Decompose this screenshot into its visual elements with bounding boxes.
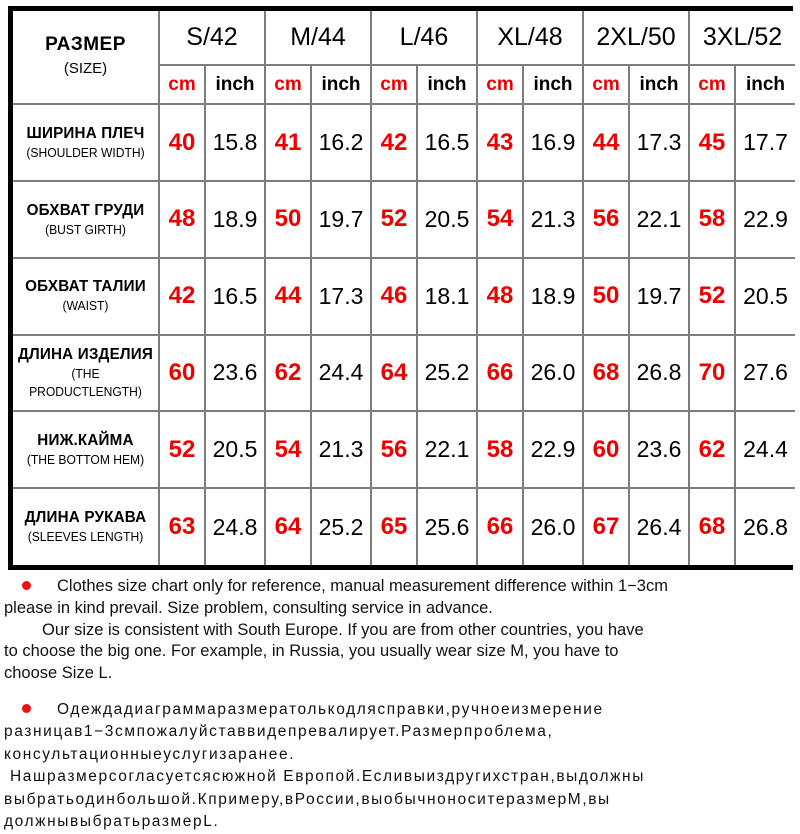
cell-inch: 23.6 — [629, 411, 689, 488]
row-label-ru: ШИРИНА ПЛЕЧ — [26, 124, 145, 142]
note-en-line-3 — [4, 620, 792, 642]
unit-header-inch-2xl: inch — [629, 65, 689, 104]
note-ru-line-5: выбратьодинбольшой.Кпримеру,вРоссии,выобычноноситеразмерМ,вы — [4, 790, 611, 808]
unit-header-inch-l: inch — [417, 65, 477, 104]
cell-inch: 25.2 — [311, 488, 371, 565]
row-label-ru: ДЛИНА ИЗДЕЛИЯ — [17, 346, 153, 364]
note-en-line-1 — [4, 576, 792, 598]
cell-cm: 42 — [371, 104, 417, 181]
cell-cm: 42 — [159, 258, 205, 335]
cell-inch: 17.3 — [629, 104, 689, 181]
cell-inch: 26.8 — [629, 335, 689, 412]
note-ru-line-4 — [4, 766, 792, 788]
cell-cm: 56 — [371, 411, 417, 488]
cell-inch: 20.5 — [735, 258, 795, 335]
cell-inch: 17.7 — [735, 104, 795, 181]
size-header-2xl: 2XL/50 — [583, 11, 689, 65]
cell-inch: 25.2 — [417, 335, 477, 412]
size-header-m: M/44 — [265, 11, 371, 65]
note-ru-line-6: должнывыбратьразмерL. — [4, 813, 220, 831]
cell-cm: 46 — [371, 258, 417, 335]
cell-cm: 70 — [689, 335, 735, 412]
unit-header-inch-s: inch — [205, 65, 265, 104]
corner-label-en: (SIZE) — [63, 59, 108, 77]
table-row — [13, 411, 795, 488]
cell-inch: 16.5 — [417, 104, 477, 181]
cell-cm: 64 — [265, 488, 311, 565]
cell-cm: 56 — [583, 181, 629, 258]
cell-cm: 66 — [477, 335, 523, 412]
note-ru-line-1-text: Одеждадиаграммаразмератолькодлясправки,ручноеизмерение — [57, 700, 604, 718]
table-row — [13, 104, 795, 181]
cell-cm: 52 — [159, 411, 205, 488]
cell-cm: 58 — [477, 411, 523, 488]
cell-cm: 48 — [477, 258, 523, 335]
row-label-ru: ОБХВАТ ГРУДИ — [26, 201, 145, 219]
cell-cm: 68 — [689, 488, 735, 565]
row-label-shoulder-width — [13, 104, 159, 181]
row-label-bottom-hem — [13, 411, 159, 488]
cell-inch: 22.9 — [735, 181, 795, 258]
cell-cm: 60 — [159, 335, 205, 412]
note-ru-line-4-text: Нашразмерсогласуетсясюжной Европой.Есливыиздругихстран,выдолжны — [10, 768, 645, 786]
cell-cm: 44 — [583, 104, 629, 181]
corner-label-ru: РАЗМЕР — [45, 34, 126, 56]
cell-cm: 52 — [689, 258, 735, 335]
cell-inch: 18.1 — [417, 258, 477, 335]
cell-cm: 62 — [689, 411, 735, 488]
cell-inch: 18.9 — [205, 181, 265, 258]
table-row — [13, 335, 795, 412]
cell-cm: 44 — [265, 258, 311, 335]
cell-inch: 26.8 — [735, 488, 795, 565]
row-label-product-length — [13, 335, 159, 412]
unit-header-cm-s: cm — [159, 65, 205, 104]
cell-cm: 65 — [371, 488, 417, 565]
row-label-en: (SHOULDER WIDTH) — [26, 144, 145, 160]
row-label-waist — [13, 258, 159, 335]
cell-inch: 27.6 — [735, 335, 795, 412]
table-row — [13, 181, 795, 258]
row-label-en: (THE PRODUCTLENGTH) — [29, 366, 142, 399]
table-header-sizes — [13, 11, 795, 65]
cell-cm: 60 — [583, 411, 629, 488]
unit-header-cm-2xl: cm — [583, 65, 629, 104]
note-english-text — [0, 576, 800, 685]
bullet-icon — [22, 581, 31, 590]
cell-inch: 24.4 — [735, 411, 795, 488]
note-en-line-2: please in kind prevail. Size problem, consulting service in advance. — [4, 598, 493, 617]
bullet-icon — [22, 704, 31, 713]
unit-header-cm-l: cm — [371, 65, 417, 104]
cell-cm: 54 — [477, 181, 523, 258]
cell-inch: 20.5 — [205, 411, 265, 488]
cell-cm: 40 — [159, 104, 205, 181]
cell-cm: 54 — [265, 411, 311, 488]
row-label-en: (WAIST) — [62, 298, 109, 314]
unit-header-cm-m: cm — [265, 65, 311, 104]
cell-inch: 26.4 — [629, 488, 689, 565]
cell-inch: 19.7 — [311, 181, 371, 258]
size-chart-table-container — [8, 6, 793, 570]
cell-inch: 25.6 — [417, 488, 477, 565]
row-label-ru: НИЖ.КАЙМА — [37, 431, 134, 449]
cell-inch: 22.1 — [629, 181, 689, 258]
cell-cm: 62 — [265, 335, 311, 412]
cell-inch: 21.3 — [523, 181, 583, 258]
cell-cm: 41 — [265, 104, 311, 181]
note-block-russian — [0, 699, 800, 834]
cell-inch: 15.8 — [205, 104, 265, 181]
unit-header-inch-m: inch — [311, 65, 371, 104]
unit-header-inch-xl: inch — [523, 65, 583, 104]
cell-cm: 50 — [583, 258, 629, 335]
row-label-sleeves-length — [13, 488, 159, 565]
note-block-english — [0, 576, 800, 685]
cell-cm: 45 — [689, 104, 735, 181]
cell-inch: 16.9 — [523, 104, 583, 181]
note-en-line-4: to choose the big one. For example, in Russia, you usually wear size M, you have to — [4, 642, 619, 661]
cell-inch: 20.5 — [417, 181, 477, 258]
unit-header-inch-3xl: inch — [735, 65, 795, 104]
cell-cm: 68 — [583, 335, 629, 412]
unit-header-cm-3xl: cm — [689, 65, 735, 104]
row-label-ru: ОБХВАТ ТАЛИИ — [25, 278, 146, 296]
cell-inch: 24.4 — [311, 335, 371, 412]
size-header-3xl: 3XL/52 — [689, 11, 795, 65]
row-label-en: (THE BOTTOM HEM) — [26, 451, 145, 467]
size-header-xl: XL/48 — [477, 11, 583, 65]
cell-inch: 17.3 — [311, 258, 371, 335]
note-en-line-5: choose Size L. — [4, 664, 113, 683]
cell-cm: 52 — [371, 181, 417, 258]
cell-inch: 16.5 — [205, 258, 265, 335]
row-label-bust-girth — [13, 181, 159, 258]
row-label-ru: ДЛИНА РУКАВА — [24, 509, 147, 527]
cell-cm: 48 — [159, 181, 205, 258]
cell-inch: 21.3 — [311, 411, 371, 488]
cell-inch: 22.9 — [523, 411, 583, 488]
cell-cm: 58 — [689, 181, 735, 258]
cell-inch: 18.9 — [523, 258, 583, 335]
note-en-line-3-text: Our size is consistent with South Europe. If you are from other countries, you have — [42, 620, 644, 639]
size-header-l: L/46 — [371, 11, 477, 65]
cell-inch: 24.8 — [205, 488, 265, 565]
note-ru-line-1 — [4, 699, 792, 721]
table-row — [13, 258, 795, 335]
note-russian-text — [0, 699, 800, 834]
size-header-s: S/42 — [159, 11, 265, 65]
cell-cm: 50 — [265, 181, 311, 258]
unit-header-cm-xl: cm — [477, 65, 523, 104]
row-label-en: (BUST GIRTH) — [45, 221, 126, 237]
cell-cm: 43 — [477, 104, 523, 181]
cell-cm: 63 — [159, 488, 205, 565]
cell-cm: 66 — [477, 488, 523, 565]
row-label-en: (SLEEVES LENGTH) — [27, 529, 144, 545]
note-en-line-1-text: Clothes size chart only for reference, manual measurement difference within 1−3cm — [57, 577, 668, 595]
cell-inch: 26.0 — [523, 335, 583, 412]
note-ru-line-2: разницав1−3смпожалуйставвидепревалирует.Размерпроблема, — [4, 723, 554, 741]
cell-cm: 67 — [583, 488, 629, 565]
table-row — [13, 488, 795, 565]
notes-section — [0, 576, 800, 834]
corner-size-label — [13, 11, 159, 104]
cell-inch: 16.2 — [311, 104, 371, 181]
cell-inch: 23.6 — [205, 335, 265, 412]
cell-cm: 64 — [371, 335, 417, 412]
cell-inch: 26.0 — [523, 488, 583, 565]
note-ru-line-3: консультационныеуслугизаранее. — [4, 745, 296, 763]
size-chart-table — [13, 11, 795, 565]
cell-inch: 22.1 — [417, 411, 477, 488]
cell-inch: 19.7 — [629, 258, 689, 335]
